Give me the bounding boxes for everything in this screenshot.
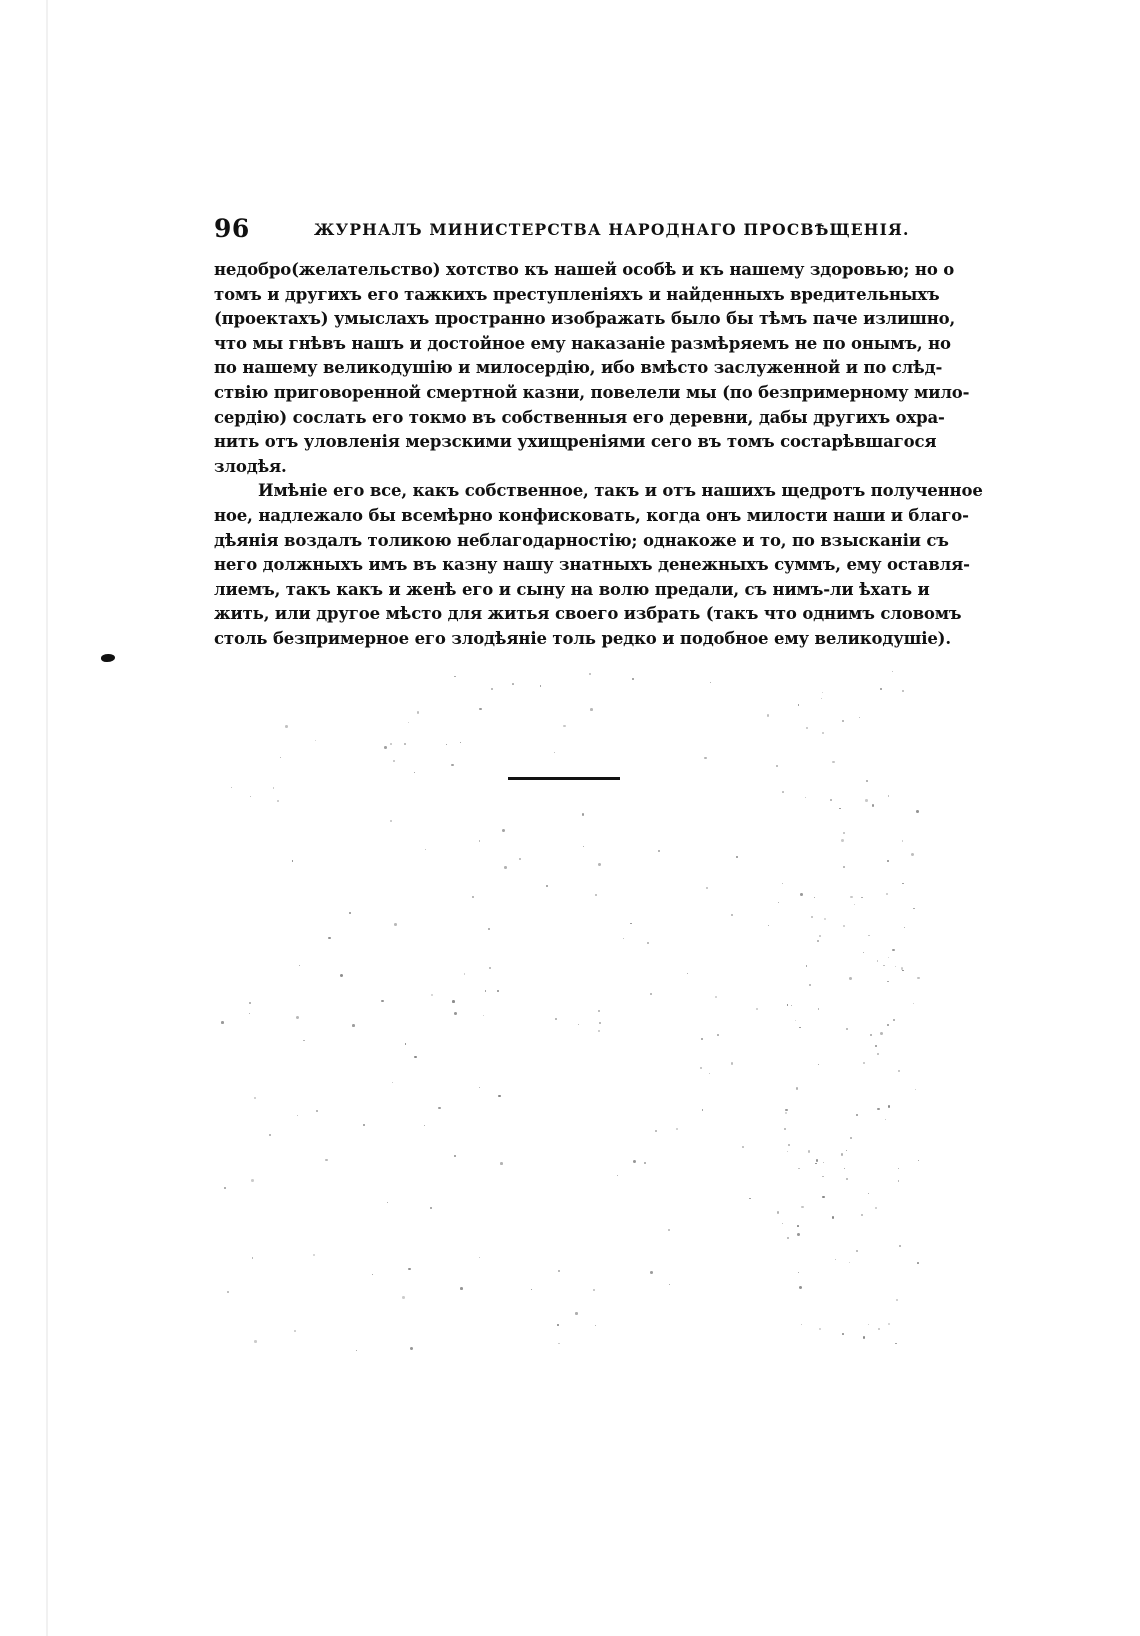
scan-speck	[801, 1206, 804, 1209]
scan-speck	[598, 1030, 600, 1032]
scan-speck	[815, 1163, 816, 1164]
scan-speck	[404, 743, 406, 745]
scan-speck	[575, 1312, 577, 1314]
scan-speck	[472, 896, 475, 899]
scan-speck	[868, 935, 870, 937]
scan-speck	[488, 928, 490, 930]
scan-speck	[381, 1000, 384, 1003]
scan-speck	[895, 1343, 897, 1345]
scan-speck	[846, 1150, 847, 1151]
scan-speck	[844, 1168, 845, 1169]
scan-speck	[784, 1128, 786, 1130]
scan-speck	[417, 711, 420, 714]
scan-speck	[687, 973, 688, 974]
scan-speck	[497, 990, 499, 992]
scan-speck	[888, 1323, 890, 1325]
scan-speck	[811, 916, 813, 918]
scan-speck	[438, 1107, 441, 1110]
scan-speck	[788, 1144, 791, 1147]
scan-speck	[224, 1187, 226, 1189]
scan-speck	[782, 883, 783, 884]
scan-speck	[736, 856, 738, 858]
scan-speck	[554, 752, 555, 753]
scan-speck	[887, 1024, 889, 1026]
text-line: лиемъ, такъ какъ и женѣ его и сыну на волю предали, съ нимъ-ли ѣхать и	[214, 579, 930, 599]
scan-speck	[887, 860, 889, 862]
scan-speck	[451, 764, 454, 767]
scan-speck	[782, 791, 784, 793]
scan-speck	[558, 1270, 560, 1272]
scan-speck	[768, 925, 770, 927]
scan-speck	[715, 996, 717, 998]
scan-speck	[856, 1250, 858, 1252]
scan-speck	[425, 849, 426, 850]
scan-speck	[822, 732, 824, 734]
scan-speck	[227, 1291, 229, 1293]
scan-speck	[806, 965, 807, 966]
scan-speck	[791, 1005, 792, 1006]
scan-speck	[878, 1328, 880, 1330]
text-line: нить отъ уловленія мерзскими ухищреніями сего въ томъ состарѣвшагося	[214, 432, 937, 452]
scan-speck	[405, 1043, 407, 1045]
scan-speck	[796, 1087, 798, 1089]
scan-speck	[911, 853, 914, 856]
scan-speck	[285, 725, 288, 728]
scan-speck	[557, 1324, 559, 1326]
scan-speck	[460, 742, 461, 743]
scan-speck	[390, 820, 393, 823]
scan-speck	[832, 761, 835, 764]
ink-blot	[101, 654, 115, 662]
scan-speck	[414, 772, 415, 773]
text-line: (проектахъ) умыслахъ пространно изображать было бы тѣмъ паче излишно,	[214, 309, 956, 329]
scan-speck	[390, 743, 392, 745]
scan-speck	[254, 1097, 257, 1100]
scan-speck	[595, 1325, 597, 1327]
scan-speck	[785, 1109, 788, 1112]
scan-speck	[892, 949, 895, 952]
scan-speck	[800, 893, 803, 896]
scan-speck	[795, 1020, 796, 1021]
scan-speck	[872, 804, 874, 806]
scan-speck	[819, 935, 821, 937]
scan-speck	[875, 1207, 877, 1209]
scan-speck	[742, 1146, 744, 1148]
scan-speck	[599, 1022, 601, 1024]
scan-speck	[502, 829, 505, 832]
scan-speck	[830, 799, 832, 801]
scan-speck	[849, 977, 852, 980]
scan-speck	[843, 925, 845, 927]
scan-speck	[372, 1274, 373, 1275]
scan-speck	[843, 866, 845, 868]
scan-speck	[498, 1095, 501, 1098]
scan-speck	[801, 1324, 802, 1325]
scan-speck	[392, 1082, 393, 1083]
scan-speck	[886, 893, 888, 895]
scan-speck	[823, 1162, 824, 1163]
scan-speck	[861, 1214, 863, 1216]
scan-speck	[842, 1333, 844, 1335]
scan-speck	[798, 1168, 800, 1170]
scan-speck	[787, 1004, 788, 1005]
scan-speck	[863, 1062, 865, 1064]
paragraph-1	[214, 258, 970, 479]
scan-speck	[555, 1018, 557, 1020]
scan-speck	[454, 1155, 457, 1158]
scan-speck	[303, 1040, 304, 1041]
scan-speck	[785, 1112, 787, 1114]
scan-speck	[454, 1012, 457, 1015]
scan-speck	[816, 1159, 819, 1162]
scan-speck	[297, 1115, 298, 1116]
scan-speck	[875, 1045, 877, 1047]
scan-speck	[787, 1237, 789, 1239]
scan-speck	[706, 887, 708, 889]
scan-speck	[431, 994, 433, 996]
scan-speck	[325, 1159, 327, 1161]
scan-speck	[483, 1015, 484, 1016]
scan-speck	[292, 860, 294, 862]
paragraph-2	[214, 479, 983, 651]
scan-speck	[798, 1272, 799, 1273]
scan-speck	[623, 938, 624, 939]
scan-speck	[846, 1178, 849, 1181]
scan-speck	[776, 765, 778, 767]
text-line: сердію) сослать его токмо въ собственныя его деревни, дабы другихъ охра-	[214, 407, 945, 427]
scan-speck	[877, 1108, 880, 1111]
scan-speck	[328, 937, 331, 940]
scan-speck	[489, 967, 491, 969]
scan-speck	[408, 722, 409, 723]
scan-speck	[782, 1223, 783, 1224]
scan-speck	[902, 883, 904, 885]
scan-speck	[595, 894, 598, 897]
scan-speck	[868, 1193, 870, 1195]
scan-speck	[589, 673, 591, 675]
scan-speck	[846, 1028, 848, 1030]
scan-speck	[868, 1324, 869, 1325]
scan-speck	[402, 1296, 405, 1299]
scan-speck	[617, 1175, 618, 1176]
scan-speck	[356, 1350, 357, 1351]
scan-speck	[809, 984, 811, 986]
scan-speck	[294, 1330, 296, 1332]
scan-speck	[918, 1160, 919, 1161]
scan-speck	[885, 1119, 886, 1120]
scan-speck	[843, 832, 845, 834]
scan-speck	[512, 683, 514, 685]
scan-speck	[887, 981, 888, 982]
scan-speck	[296, 1016, 299, 1019]
scan-speck	[865, 799, 868, 802]
scan-speck	[563, 725, 566, 728]
scan-speck	[863, 952, 864, 953]
scan-speck	[221, 1021, 224, 1024]
scan-speck	[902, 690, 904, 692]
scan-speck	[917, 977, 919, 979]
text-line: Имѣніе его все, какъ собственное, такъ и отъ нашихъ щедротъ полученное	[258, 481, 983, 501]
scan-speck	[899, 1245, 901, 1247]
scan-speck	[393, 760, 395, 762]
scan-speck	[888, 795, 890, 797]
scan-speck	[500, 1162, 503, 1165]
scan-speck	[590, 708, 593, 711]
scan-speck	[767, 714, 769, 716]
scan-speck	[700, 1067, 701, 1068]
text-line: столь безпримерное его злодѣяніе толь редко и подобное ему великодушіе).	[214, 628, 951, 648]
scan-speck	[280, 757, 281, 758]
scan-speck	[832, 1216, 835, 1219]
scan-speck	[598, 1010, 601, 1013]
scan-speck	[702, 1109, 703, 1110]
scan-speck	[731, 1062, 733, 1064]
scan-speck	[915, 1089, 917, 1091]
text-line: жить, или другое мѣсто для житья своего избрать (такъ что однимъ словомъ	[214, 604, 962, 624]
journal-title: ЖУРНАЛЪ МИНИСТЕРСТВА НАРОДНАГО ПРОСВѢЩЕНІЯ.	[314, 220, 910, 239]
scan-speck	[269, 1134, 271, 1136]
scan-speck	[479, 1257, 480, 1258]
text-line: злодѣя.	[214, 456, 287, 476]
scan-speck	[630, 923, 632, 925]
text-line: что мы гнѣвъ нашъ и достойное ему наказаніе размѣряемъ не по онымъ, но	[214, 333, 951, 353]
scan-speck	[892, 671, 893, 672]
scan-speck	[859, 717, 860, 718]
scan-speck	[479, 708, 481, 710]
scan-speck	[340, 974, 343, 977]
scan-speck	[519, 858, 522, 861]
scan-speck	[249, 1013, 250, 1014]
text-line: томъ и другихъ его тажкихъ преступленіяхъ и найденныхъ вредительныхъ	[214, 284, 940, 304]
scan-speck	[410, 1347, 413, 1350]
scan-speck	[485, 990, 487, 992]
scan-speck	[430, 1207, 433, 1210]
scan-speck	[231, 787, 232, 788]
scan-speck	[598, 863, 601, 866]
scan-speck	[822, 1196, 825, 1199]
scan-speck	[888, 1105, 891, 1108]
scan-speck	[460, 1287, 463, 1290]
scan-speck	[777, 1211, 779, 1213]
scan-speck	[540, 685, 542, 687]
scan-speck	[756, 1008, 758, 1010]
scan-speck	[798, 704, 799, 705]
scan-speck	[854, 904, 855, 905]
scan-speck	[704, 757, 707, 760]
scan-speck	[866, 780, 868, 782]
scan-speck	[273, 787, 274, 788]
scan-speck	[814, 897, 815, 898]
body-text	[214, 258, 983, 652]
scan-speck	[888, 957, 890, 959]
scan-speck	[898, 1180, 900, 1182]
scan-speck	[822, 692, 823, 693]
scan-speck	[316, 1110, 318, 1112]
scan-speck	[299, 965, 300, 966]
scan-speck	[701, 1038, 703, 1040]
page-edge-shadow	[46, 0, 48, 1636]
scan-speck	[856, 1114, 858, 1116]
scan-speck	[849, 1262, 850, 1263]
scan-speck	[546, 885, 548, 887]
scan-speck	[647, 942, 649, 944]
scan-speck	[558, 1343, 560, 1345]
scan-speck	[452, 1000, 455, 1003]
scan-speck	[818, 1064, 819, 1065]
scan-speck	[902, 840, 904, 842]
scan-speck	[251, 1179, 254, 1182]
scan-speck	[315, 740, 317, 742]
scan-speck	[805, 797, 806, 798]
scan-speck	[902, 970, 903, 971]
scan-speck	[863, 1336, 866, 1339]
scan-speck	[644, 1162, 647, 1165]
scan-speck	[668, 1229, 670, 1231]
scan-speck	[650, 993, 652, 995]
scan-speck	[819, 1328, 821, 1330]
scan-speck	[896, 1299, 898, 1301]
scan-speck	[593, 1289, 595, 1291]
scan-speck	[583, 846, 584, 847]
scan-speck	[817, 940, 819, 942]
scan-speck	[408, 1268, 411, 1271]
scan-speck	[913, 908, 915, 910]
scan-noise	[220, 670, 920, 1350]
scan-speck	[797, 1233, 800, 1236]
scan-speck	[841, 1153, 844, 1156]
scan-speck	[880, 688, 882, 690]
scan-speck	[578, 1024, 580, 1026]
scan-speck	[835, 1259, 836, 1260]
scan-speck	[277, 800, 280, 803]
scan-speck	[861, 897, 863, 899]
scan-speck	[822, 1176, 823, 1177]
scan-speck	[841, 839, 844, 842]
scan-speck	[799, 1027, 801, 1029]
scan-speck	[883, 965, 885, 967]
scan-speck	[799, 1286, 802, 1289]
scan-speck	[424, 1125, 425, 1126]
scan-speck	[249, 1002, 251, 1004]
scan-speck	[839, 808, 841, 810]
scan-speck	[491, 688, 493, 690]
scan-speck	[479, 1087, 480, 1088]
running-head	[214, 214, 926, 250]
scan-speck	[850, 1137, 852, 1139]
scan-speck	[818, 1008, 819, 1009]
scan-speck	[454, 676, 455, 677]
scan-speck	[394, 923, 397, 926]
scan-speck	[414, 1056, 417, 1059]
scan-speck	[893, 1019, 896, 1022]
scan-speck	[676, 1128, 678, 1130]
scan-speck	[898, 1168, 899, 1169]
scan-speck	[731, 914, 734, 917]
scan-speck	[808, 1150, 810, 1152]
scan-speck	[384, 746, 387, 749]
scan-speck	[669, 1284, 670, 1285]
scan-speck	[531, 1289, 532, 1290]
scan-speck	[352, 1024, 355, 1027]
text-line: дѣянія воздалъ толикою неблагодарностію; однакоже и то, по взысканіи съ	[214, 530, 949, 550]
scan-speck	[632, 678, 634, 680]
scan-speck	[877, 960, 879, 962]
scan-speck	[916, 810, 919, 813]
text-line: ное, надлежало бы всемѣрно конфисковать, когда онъ милости наши и благо-	[214, 505, 969, 525]
scan-speck	[850, 896, 853, 899]
scan-speck	[479, 840, 481, 842]
scan-speck	[870, 1034, 872, 1036]
scan-speck	[363, 1124, 365, 1126]
scan-speck	[464, 973, 466, 975]
scan-speck	[749, 1198, 751, 1200]
text-line: ствію приговоренной смертной казни, повелели мы (по безпримерному мило-	[214, 382, 970, 402]
scan-speck	[650, 1271, 653, 1274]
scan-speck	[254, 1340, 257, 1343]
scan-speck	[710, 682, 711, 683]
scan-speck	[787, 1151, 788, 1152]
text-line: недобро(желательство) хотство къ нашей особѣ и къ нашему здоровью; но о	[214, 260, 955, 279]
page-number: 96	[214, 214, 250, 243]
scan-speck	[250, 796, 251, 797]
scan-speck	[582, 813, 585, 816]
scan-speck	[877, 1053, 879, 1055]
scan-speck	[821, 698, 822, 699]
scan-speck	[904, 927, 905, 928]
scan-speck	[504, 866, 507, 869]
scan-speck	[797, 1225, 799, 1227]
scan-speck	[717, 1034, 719, 1036]
scan-speck	[806, 727, 808, 729]
scan-speck	[824, 918, 826, 920]
scan-speck	[895, 966, 896, 967]
scan-speck	[633, 1160, 636, 1163]
scan-speck	[842, 720, 844, 722]
scan-speck	[446, 744, 447, 745]
scan-speck	[655, 1130, 657, 1132]
scan-speck	[349, 912, 351, 914]
scan-speck	[709, 1073, 710, 1074]
scan-speck	[898, 1070, 899, 1071]
scan-speck	[917, 1262, 919, 1264]
scan-speck	[313, 1254, 315, 1256]
scan-speck	[778, 902, 779, 903]
text-line: него должныхъ имъ въ казну нашу знатныхъ денежныхъ суммъ, ему оставля-	[214, 555, 970, 575]
scan-speck	[913, 1003, 915, 1005]
scan-speck	[880, 1032, 883, 1035]
scan-speck	[658, 850, 660, 852]
text-line: по нашему великодушію и милосердію, ибо вмѣсто заслуженной и по слѣд-	[214, 358, 943, 378]
scan-speck	[252, 1257, 254, 1259]
scan-speck	[387, 1202, 388, 1203]
